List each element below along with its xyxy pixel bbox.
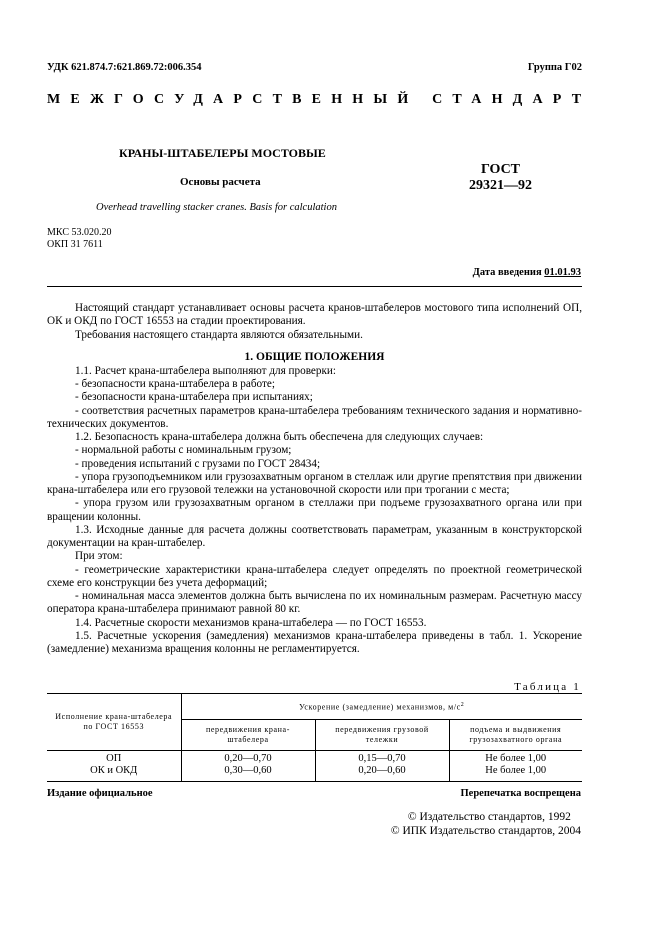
gost-designation (463, 162, 538, 194)
intro-date (473, 267, 581, 278)
intro-paragraph: Настоящий стандарт устанавливает основы расчета кранов-штабелеров мостового типа исполнений ОП, ОК и ОКД по ГОСТ 16553 на стадии проектирования. (47, 302, 582, 328)
table-cell: ОП (47, 751, 181, 766)
table-subheader: передвижения грузовой тележки (315, 720, 449, 751)
paragraph: - номинальная масса элементов должна быть вычислена по их номинальным размерам. Расчетную массу оператора крана-штабелера принимают равной 80 кг. (47, 590, 582, 616)
classification-codes (47, 227, 111, 251)
reprint-prohibited-label: Перепечатка воспрещена (460, 788, 581, 799)
section-title: 1. ОБЩИЕ ПОЛОЖЕНИЯ (244, 351, 385, 363)
table-cell: 0,20—0,60 (315, 765, 449, 782)
official-edition-label: Издание официальное (47, 788, 153, 799)
english-title: Overhead travelling stacker cranes. Basis for calculation (96, 202, 337, 213)
divider (47, 286, 582, 287)
copyright-line: © ИПК Издательство стандартов, 2004 (390, 825, 581, 837)
table-subheader: подъема и выдвижения грузозахватного органа (469, 725, 563, 744)
intro-paragraph: Требования настоящего стандарта являются обязательными. (75, 328, 363, 341)
table-row (47, 751, 582, 766)
paragraph: - безопасности крана-штабелера при испытаниях; (75, 391, 313, 404)
document-title: КРАНЫ-ШТАБЕЛЕРЫ МОСТОВЫЕ (119, 146, 326, 160)
table-row (47, 765, 582, 782)
copyright-line: © Издательство стандартов, 1992 (407, 811, 571, 823)
table-cell: ОК и ОКД (47, 765, 181, 782)
paragraph: - упора грузоподъемником или грузозахватным органом в стеллаж или другие препятствия при движении крана-штабелера или его грузовой тележки на установочной скорости или при трогании с места; (47, 470, 582, 496)
acceleration-table (47, 693, 582, 782)
table-cell: 0,15—0,70 (315, 751, 449, 766)
table-subheader: передвижения крана-штабелера (181, 720, 315, 751)
table-header-acceleration (181, 694, 582, 720)
udk-code: УДК 621.874.7:621.869.72:006.354 (47, 62, 202, 73)
paragraph: При этом: (75, 550, 123, 563)
paragraph: - соответствия расчетных параметров крана-штабелера требованиям технического задания и нормативно-технических документов. (47, 404, 582, 430)
table-header-acceleration-text: Ускорение (замедление) механизмов, м/с (299, 702, 461, 712)
paragraph: 1.2. Безопасность крана-штабелера должна быть обеспечена для следующих случаев: (75, 431, 484, 443)
okp-code: ОКП 31 7611 (47, 239, 103, 250)
paragraph: - геометрические характеристики крана-штабелера следует определять по проектной геометрической схеме его конструкции без учета деформаций; (47, 563, 582, 589)
gost-label: ГОСТ (480, 162, 521, 177)
paragraph: 1.4. Расчетные скорости механизмов крана-штабелера — по ГОСТ 16553. (75, 616, 427, 629)
table-cell: Не более 1,00 (485, 765, 547, 776)
table-header-unit-superscript: 2 (460, 701, 465, 708)
paragraph: - безопасности крана-штабелера в работе; (75, 378, 275, 390)
table-caption: Таблица 1 (514, 681, 581, 693)
table-cell: Не более 1,00 (485, 753, 547, 764)
paragraph: - проведения испытаний с грузами по ГОСТ 28434; (75, 457, 321, 470)
table-cell: 0,30—0,60 (181, 765, 315, 782)
paragraph: 1.3. Исходные данные для расчета должны соответствовать параметрам, указанным в конструкторской документации на кран-штабелер. (47, 523, 582, 549)
table-cell: 0,20—0,70 (181, 751, 315, 766)
document-subtitle: Основы расчета (180, 176, 261, 188)
paragraph: - нормальной работы с номинальным грузом; (75, 444, 292, 457)
table-header-execution: Исполнение крана-штабелера по ГОСТ 16553 (47, 694, 181, 751)
copyright-block (391, 810, 581, 838)
paragraph: 1.5. Расчетные ускорения (замедления) механизмов крана-штабелера приведены в табл. 1. Ускорение (замедление) механизма вращения колонны не регламентируется. (47, 629, 582, 655)
gost-number: 29321—92 (469, 178, 532, 193)
paragraph: - упора грузом или грузозахватным органом в стеллажи при подъеме грузозахватного органа или при вращении колонны. (47, 497, 582, 523)
intro-date-label: Дата введения (472, 267, 542, 278)
paragraph: 1.1. Расчет крана-штабелера выполняют для проверки: (75, 364, 337, 377)
interstate-standard-heading: МЕЖГОСУДАРСТВЕННЫЙ СТАНДАРТ (47, 92, 592, 107)
intro-date-value: 01.01.93 (544, 267, 581, 278)
group-code: Группа Г02 (527, 62, 582, 73)
mks-code: МКС 53.020.20 (47, 227, 112, 238)
